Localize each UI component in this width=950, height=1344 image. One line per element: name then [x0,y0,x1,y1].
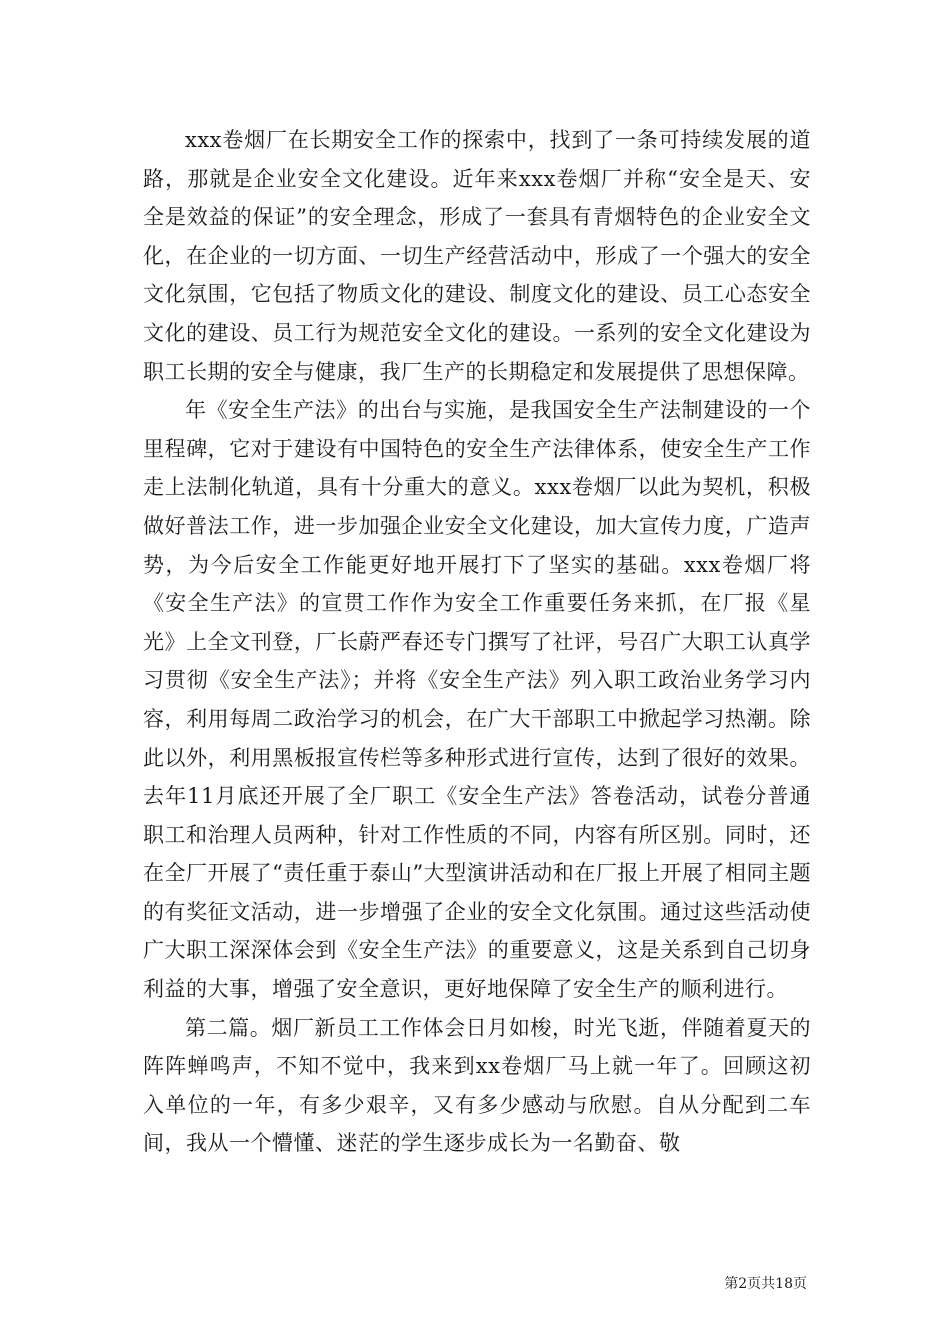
document-body [143,121,811,1163]
paragraph-1: xxx卷烟厂在长期安全工作的探索中，找到了一条可持续发展的道路，那就是企业安全文化建设。近年来xxx卷烟厂并称“安全是天、安全是效益的保证”的安全理念，形成了一套具有青烟特色的企业安全文化，在企业的一切方面、一切生产经营活动中，形成了一个强大的安全文化氛围，它包括了物质文化的建设、制度文化的建设、员工心态安全文化的建设、员工行为规范安全文化的建设。一系列的安全文化建设为职工长期的安全与健康，我厂生产的长期稳定和发展提供了思想保障。 [143,128,811,384]
paragraph-2: 年《安全生产法》的出台与实施，是我国安全生产法制建设的一个里程碑，它对于建设有中国特色的安全生产法律体系，使安全生产工作走上法制化轨道，具有十分重大的意义。xxx卷烟厂以此为契机，积极做好普法工作，进一步加强企业安全文化建设，加大宣传力度，广造声势，为今后安全工作能更好地开展打下了坚实的基础。xxx卷烟厂将《安全生产法》的宣贯工作作为安全工作重要任务来抓，在厂报《星光》上全文刊登，厂长蔚严春还专门撰写了社评，号召广大职工认真学习贯彻《安全生产法》；并将《安全生产法》列入职工政治业务学习内容，利用每周二政治学习的机会，在广大干部职工中掀起学习热潮。除此以外，利用黑板报宣传栏等多种形式进行宣传，达到了很好的效果。去年11月底还开展了全厂职工《安全生产法》答卷活动，试卷分普通职工和治理人员两种，针对工作性质的不同，内容有所区别。同时，还在全厂开展了“责任重于泰山”大型演讲活动和在厂报上开展了相同主题的有奖征文活动，进一步增强了企业的安全文化氛围。通过这些活动使广大职工深深体会到《安全生产法》的重要意义，这是关系到自己切身利益的大事，增强了安全意识，更好地保障了安全生产的顺利进行。 [143,398,811,1002]
paragraph-3: 第二篇。烟厂新员工工作体会日月如梭，时光飞逝，伴随着夏天的阵阵蝉鸣声，不知不觉中，我来到xx卷烟厂马上就一年了。回顾这初入单位的一年，有多少艰辛，又有多少感动与欣慰。自从分配到二车间，我从一个懵懂、迷茫的学生逐步成长为一名勤奋、敬 [143,1015,811,1156]
page-number-footer: 第2页共18页 [724,1276,807,1292]
